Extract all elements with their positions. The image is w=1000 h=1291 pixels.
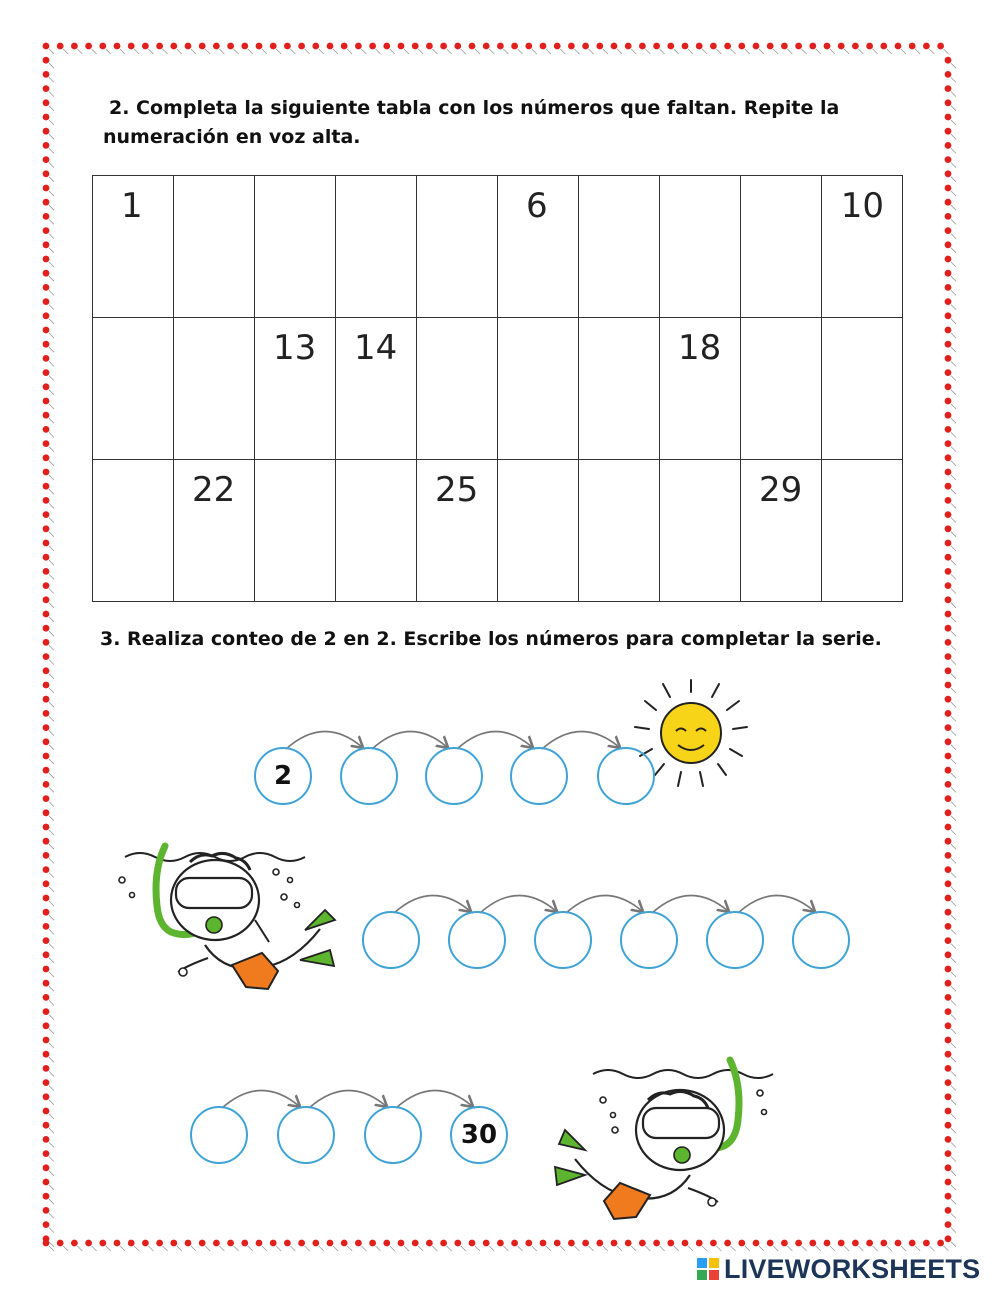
series-circle-row2-3[interactable]	[534, 911, 592, 969]
snorkel-diver-icon-2	[555, 1060, 773, 1219]
count-arrow	[394, 895, 470, 913]
series-circle-row2-5[interactable]	[706, 911, 764, 969]
instruction-2: 2. Completa la siguiente tabla con los números que faltan. Repite la numeración en voz alta.	[103, 97, 840, 148]
series-circle-row2-6[interactable]	[792, 911, 850, 969]
logo-icon	[697, 1258, 719, 1280]
snorkel-diver-icon	[119, 846, 335, 989]
cell-number: 1	[121, 186, 143, 226]
cell-number: 18	[678, 328, 722, 368]
count-arrow	[542, 731, 619, 749]
count-arrow	[480, 895, 556, 913]
count-arrow	[286, 731, 362, 749]
series-circle-row1-4[interactable]	[510, 747, 568, 805]
series-circle-row3-1[interactable]	[190, 1106, 248, 1164]
cell-number: 25	[435, 470, 479, 510]
count-arrow	[222, 1090, 299, 1108]
count-arrow	[457, 731, 532, 749]
cell-number: 10	[840, 186, 884, 226]
instruction-3: 3. Realiza conteo de 2 en 2. Escribe los números para completar la serie.	[100, 628, 882, 650]
cell-number: 22	[192, 470, 236, 510]
series-circle-row1-2[interactable]	[340, 747, 398, 805]
count-arrow	[372, 731, 447, 749]
count-arrow	[566, 895, 642, 913]
liveworksheets-logo	[697, 1254, 980, 1284]
brand-name: LIVEWORKSHEETS	[724, 1253, 981, 1284]
series-circle-row2-1[interactable]	[362, 911, 420, 969]
count-arrow	[652, 895, 728, 913]
count-arrow	[396, 1090, 472, 1108]
series-circle-row3-4	[450, 1106, 508, 1164]
cell-number: 13	[273, 328, 317, 368]
cell-number: 29	[759, 470, 803, 510]
series-circle-row1-5[interactable]	[597, 747, 655, 805]
series-circle-row1-3[interactable]	[425, 747, 483, 805]
count-arrow	[309, 1090, 386, 1108]
cell-number: 14	[354, 328, 398, 368]
series-circle-row1-1	[254, 747, 312, 805]
count-arrow	[738, 895, 814, 913]
series-circle-row3-3[interactable]	[364, 1106, 422, 1164]
series-circle-row2-2[interactable]	[448, 911, 506, 969]
series-circle-row2-4[interactable]	[620, 911, 678, 969]
cell-number: 6	[526, 186, 548, 226]
series-circle-row3-2[interactable]	[277, 1106, 335, 1164]
